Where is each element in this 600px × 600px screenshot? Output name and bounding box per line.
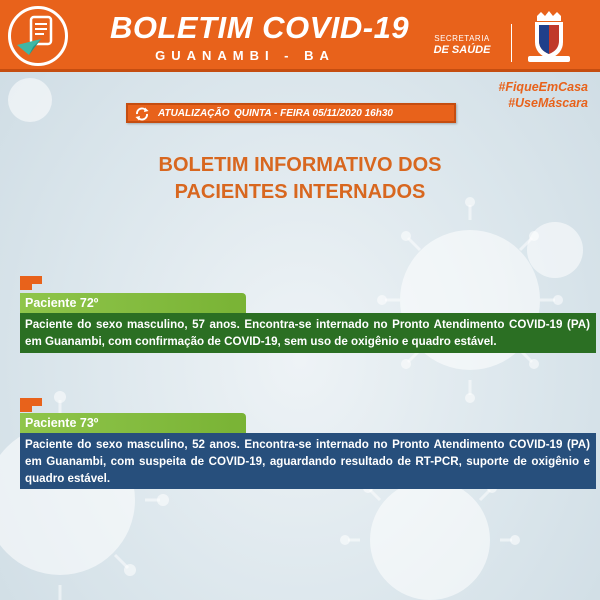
patient-description: Paciente do sexo masculino, 52 anos. Encontra-se internado no Pronto Atendimento COVID-19 (PA) em Guanambi, com suspeita de COVID-19, aguardando resultado de RT-PCR, suporte de oxigênio e quadro estável. bbox=[20, 433, 596, 489]
hashtag-fique-em-casa: #FiqueEmCasa bbox=[498, 80, 588, 94]
secretaria-label: SECRETARIA bbox=[434, 34, 490, 43]
update-datetime: QUINTA - FEIRA 05/11/2020 16h30 bbox=[234, 108, 393, 119]
patient-description: Paciente do sexo masculino, 57 anos. Encontra-se internado no Pronto Atendimento COVID-19 (PA) em Guanambi, com confirmação de COVID-19, sem uso de oxigênio e quadro estável. bbox=[20, 313, 596, 353]
heading-line-1: BOLETIM INFORMATIVO DOS bbox=[158, 154, 442, 176]
document-paper-plane-icon bbox=[11, 9, 65, 63]
update-bar bbox=[126, 103, 456, 123]
patient-label: Paciente 72º bbox=[20, 293, 246, 313]
header-divider bbox=[511, 24, 512, 62]
refresh-icon bbox=[134, 106, 150, 122]
card-tab-accent bbox=[20, 398, 42, 406]
secretaria-saude-label: DE SAÚDE bbox=[433, 44, 491, 56]
bulletin-title: BOLETIM COVID-19 bbox=[110, 10, 410, 45]
card-tab-accent bbox=[20, 276, 42, 284]
hashtag-use-mascara: #UseMáscara bbox=[508, 96, 588, 110]
header-banner bbox=[0, 0, 600, 72]
heading-line-2: PACIENTES INTERNADOS bbox=[174, 181, 426, 203]
city-subtitle: GUANAMBI - BA bbox=[155, 48, 335, 63]
patient-label: Paciente 73º bbox=[20, 413, 246, 433]
bulletin-logo bbox=[8, 6, 68, 66]
city-crest-icon bbox=[520, 8, 578, 66]
page-heading bbox=[100, 152, 500, 206]
update-label: ATUALIZAÇÃO bbox=[158, 108, 230, 119]
